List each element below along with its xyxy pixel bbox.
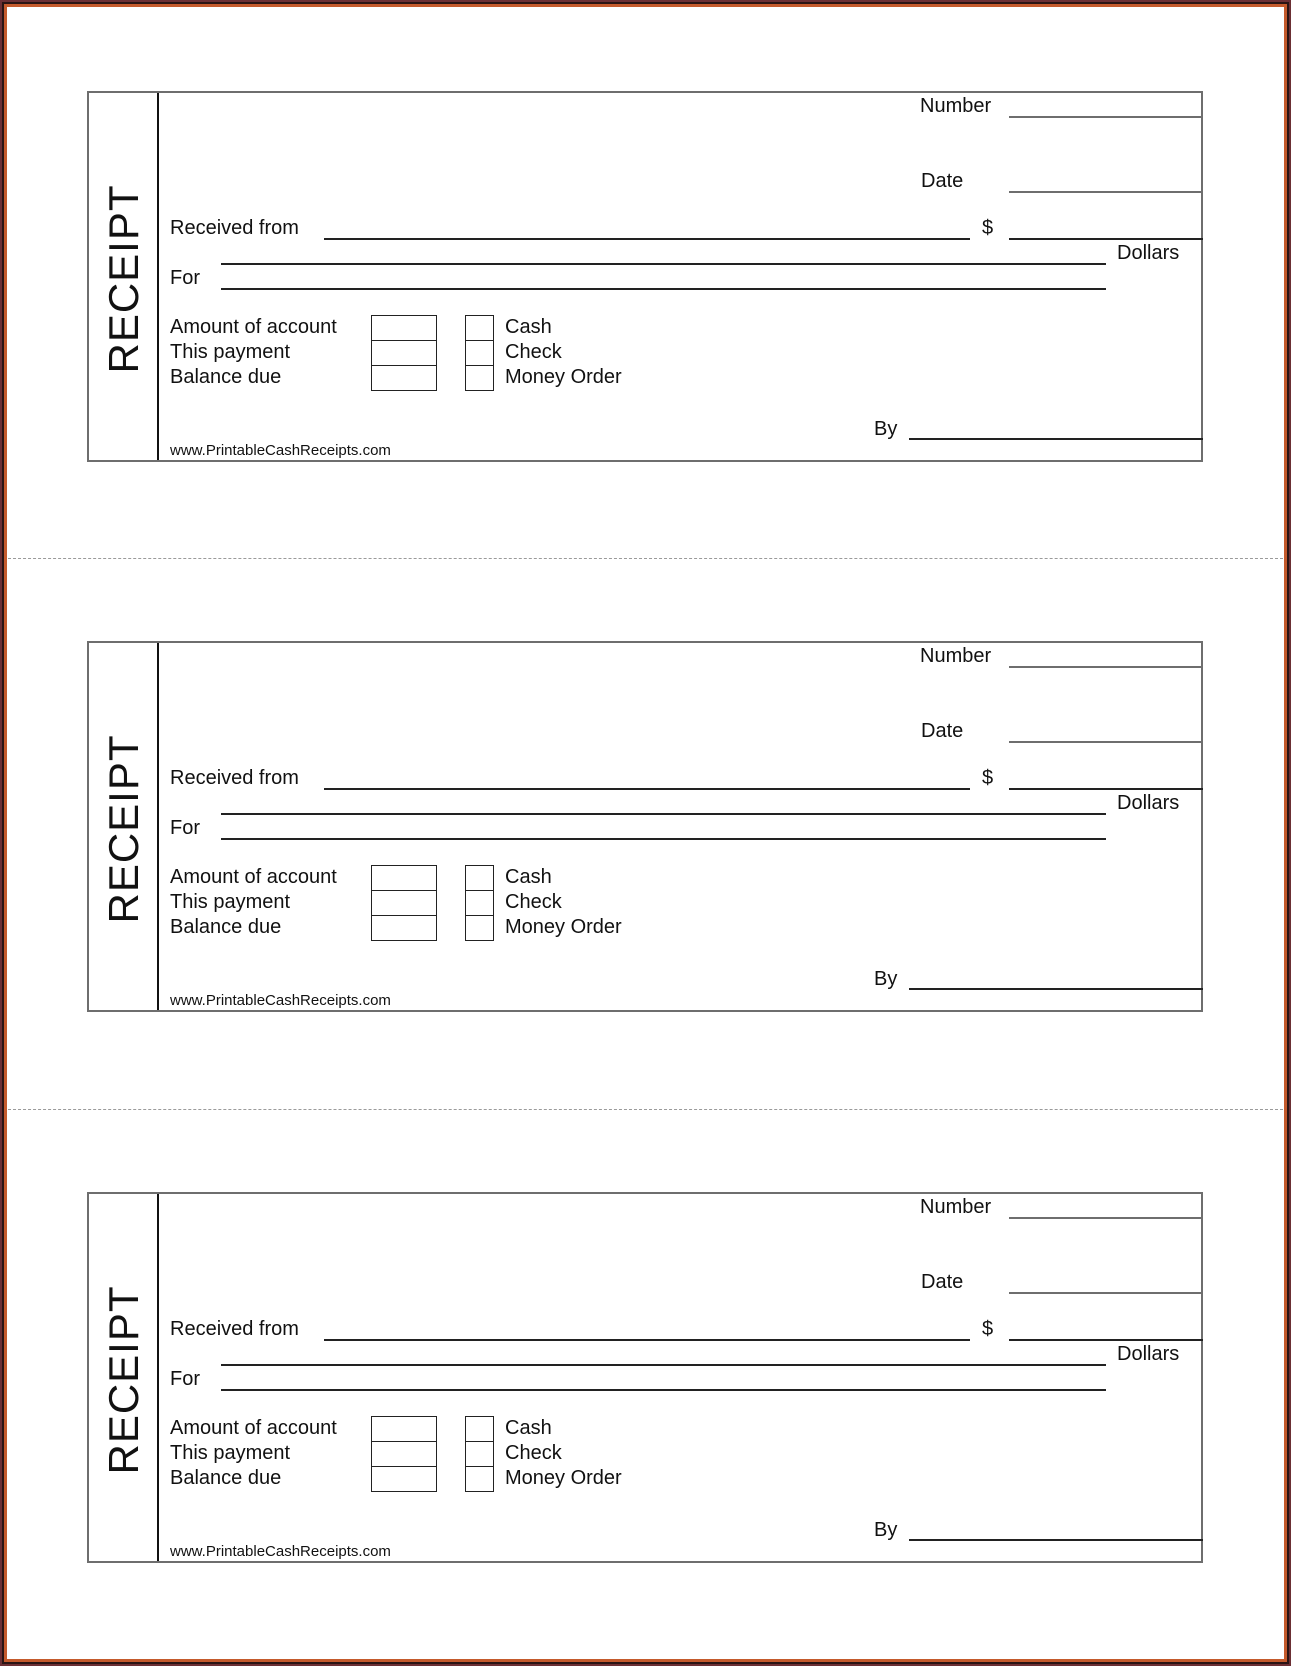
by-label: By	[874, 968, 898, 990]
balance-due-label: Balance due	[170, 1467, 282, 1489]
number-field[interactable]	[1009, 666, 1203, 668]
check-label: Check	[505, 341, 562, 363]
for-label: For	[170, 267, 200, 289]
website-link[interactable]: www.PrintableCashReceipts.com	[170, 992, 391, 1009]
by-signature-field[interactable]	[909, 1539, 1203, 1541]
receipt-form	[87, 641, 1203, 1012]
check-checkbox[interactable]	[465, 890, 494, 916]
amount-of-account-box[interactable]	[371, 865, 437, 891]
receipt-title: RECEIPT	[100, 184, 147, 374]
cut-line	[8, 558, 1283, 559]
balance-due-box[interactable]	[371, 1466, 437, 1492]
money-order-label: Money Order	[505, 1467, 622, 1489]
cash-checkbox[interactable]	[465, 315, 494, 341]
check-label: Check	[505, 1442, 562, 1464]
number-field[interactable]	[1009, 116, 1203, 118]
by-signature-field[interactable]	[909, 988, 1203, 990]
receipt-side-panel	[89, 93, 159, 460]
balance-due-box[interactable]	[371, 915, 437, 941]
this-payment-label: This payment	[170, 341, 291, 363]
date-field[interactable]	[1009, 1292, 1203, 1294]
dollars-label: Dollars	[1117, 792, 1180, 814]
check-checkbox[interactable]	[465, 1441, 494, 1467]
by-label: By	[874, 418, 898, 440]
amount-field[interactable]	[1009, 1339, 1203, 1341]
receipt-side-panel	[89, 643, 159, 1010]
date-label: Date	[921, 170, 964, 192]
this-payment-box[interactable]	[371, 1441, 437, 1467]
by-label: By	[874, 1519, 898, 1541]
amount-words-field[interactable]	[221, 1364, 1106, 1366]
number-label: Number	[920, 645, 992, 667]
received-from-field[interactable]	[324, 1339, 970, 1341]
receipt-form	[87, 91, 1203, 462]
dollar-sign: $	[982, 217, 994, 239]
received-from-label: Received from	[170, 217, 299, 239]
amount-of-account-label: Amount of account	[170, 1417, 337, 1439]
website-link[interactable]: www.PrintableCashReceipts.com	[170, 1543, 391, 1560]
this-payment-label: This payment	[170, 891, 291, 913]
amount-of-account-box[interactable]	[371, 315, 437, 341]
amount-of-account-label: Amount of account	[170, 866, 337, 888]
receipt-title: RECEIPT	[100, 1285, 147, 1475]
dollar-sign: $	[982, 767, 994, 789]
received-from-label: Received from	[170, 1318, 299, 1340]
money-order-label: Money Order	[505, 916, 622, 938]
dollars-label: Dollars	[1117, 1343, 1180, 1365]
date-label: Date	[921, 720, 964, 742]
check-checkbox[interactable]	[465, 340, 494, 366]
amount-field[interactable]	[1009, 238, 1203, 240]
balance-due-label: Balance due	[170, 366, 282, 388]
amount-words-field[interactable]	[221, 263, 1106, 265]
dollar-sign: $	[982, 1318, 994, 1340]
website-link[interactable]: www.PrintableCashReceipts.com	[170, 442, 391, 459]
amount-field[interactable]	[1009, 788, 1203, 790]
check-label: Check	[505, 891, 562, 913]
money-order-label: Money Order	[505, 366, 622, 388]
receipt-form	[87, 1192, 1203, 1563]
cash-checkbox[interactable]	[465, 1416, 494, 1442]
cut-line	[8, 1109, 1283, 1110]
this-payment-box[interactable]	[371, 890, 437, 916]
money-order-checkbox[interactable]	[465, 1466, 494, 1492]
balance-due-label: Balance due	[170, 916, 282, 938]
money-order-checkbox[interactable]	[465, 915, 494, 941]
date-field[interactable]	[1009, 741, 1203, 743]
this-payment-box[interactable]	[371, 340, 437, 366]
cash-label: Cash	[505, 316, 552, 338]
date-label: Date	[921, 1271, 964, 1293]
number-field[interactable]	[1009, 1217, 1203, 1219]
date-field[interactable]	[1009, 191, 1203, 193]
balance-due-box[interactable]	[371, 365, 437, 391]
receipt-title: RECEIPT	[100, 734, 147, 924]
amount-of-account-label: Amount of account	[170, 316, 337, 338]
for-field[interactable]	[221, 1389, 1106, 1391]
money-order-checkbox[interactable]	[465, 365, 494, 391]
received-from-field[interactable]	[324, 238, 970, 240]
this-payment-label: This payment	[170, 1442, 291, 1464]
by-signature-field[interactable]	[909, 438, 1203, 440]
amount-of-account-box[interactable]	[371, 1416, 437, 1442]
received-from-label: Received from	[170, 767, 299, 789]
amount-words-field[interactable]	[221, 813, 1106, 815]
for-field[interactable]	[221, 838, 1106, 840]
received-from-field[interactable]	[324, 788, 970, 790]
number-label: Number	[920, 1196, 992, 1218]
dollars-label: Dollars	[1117, 242, 1180, 264]
for-label: For	[170, 1368, 200, 1390]
cash-label: Cash	[505, 1417, 552, 1439]
number-label: Number	[920, 95, 992, 117]
cash-label: Cash	[505, 866, 552, 888]
for-label: For	[170, 817, 200, 839]
receipt-side-panel	[89, 1194, 159, 1561]
for-field[interactable]	[221, 288, 1106, 290]
cash-checkbox[interactable]	[465, 865, 494, 891]
